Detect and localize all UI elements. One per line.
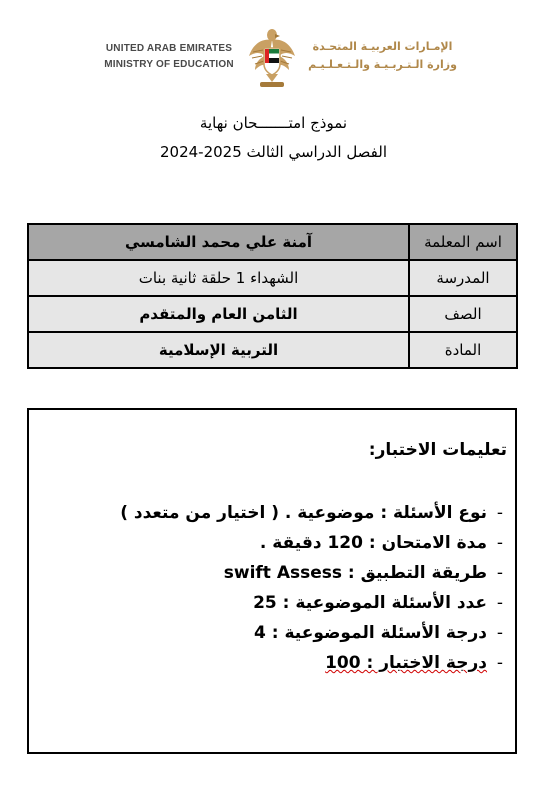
table-row [28, 224, 517, 260]
instruction-text: نوع الأسئلة : موضوعية . ( اختيار من متعدد ) [120, 503, 487, 523]
instruction-text: درجة الأسئلة الموضوعية : 4 [254, 623, 487, 643]
subject-label: المادة [409, 332, 517, 368]
header-en-line2: MINISTRY OF EDUCATION [104, 59, 234, 70]
table-row [28, 332, 517, 368]
instruction-text: طريقة التطبيق : swift Assess [223, 563, 487, 583]
header-ar-line2: وزارة الـتـربـيـة والـتـعـلـيـم [308, 58, 457, 71]
instruction-text: عدد الأسئلة الموضوعية : 25 [253, 593, 487, 613]
table-row [28, 260, 517, 296]
instructions-box [27, 408, 517, 754]
teacher-value: آمنة علي محمد الشامسي [28, 224, 409, 260]
school-label: المدرسة [409, 260, 517, 296]
term-title: الفصل الدراسي الثالث 2025-2024 [159, 143, 388, 161]
grade-label: الصف [409, 296, 517, 332]
list-item: -عدد الأسئلة الموضوعية : 25 [253, 593, 504, 613]
instruction-text: مدة الامتحان : 120 دقيقة . [259, 533, 487, 553]
subject-value: التربية الإسلامية [28, 332, 409, 368]
instructions-title: تعليمات الاختبار: [368, 440, 507, 460]
list-item: -مدة الامتحان : 120 دقيقة . [259, 533, 504, 553]
instructions-list [120, 498, 513, 678]
header-arabic [305, 38, 460, 74]
uae-falcon-emblem-icon [247, 26, 297, 90]
header-english [96, 41, 242, 73]
list-item: -درجة الاختبار : 100 [325, 653, 504, 673]
list-item: -طريقة التطبيق : swift Assess [223, 563, 504, 583]
grade-value: الثامن العام والمتقدم [28, 296, 409, 332]
info-table [27, 223, 518, 369]
teacher-label: اسم المعلمة [409, 224, 517, 260]
table-row [28, 296, 517, 332]
exam-title: نموذج امتـــــــحان نهاية [199, 114, 348, 132]
instruction-text: درجة الاختبار : 100 [325, 653, 487, 673]
list-item: -نوع الأسئلة : موضوعية . ( اختيار من متعدد ) [120, 503, 504, 523]
header-en-line1: UNITED ARAB EMIRATES [105, 43, 233, 54]
header-ar-line1: الإمـارات العربيـة المتحـدة [312, 40, 453, 53]
school-value: الشهداء 1 حلقة ثانية بنات [28, 260, 409, 296]
list-item: -درجة الأسئلة الموضوعية : 4 [254, 623, 504, 643]
